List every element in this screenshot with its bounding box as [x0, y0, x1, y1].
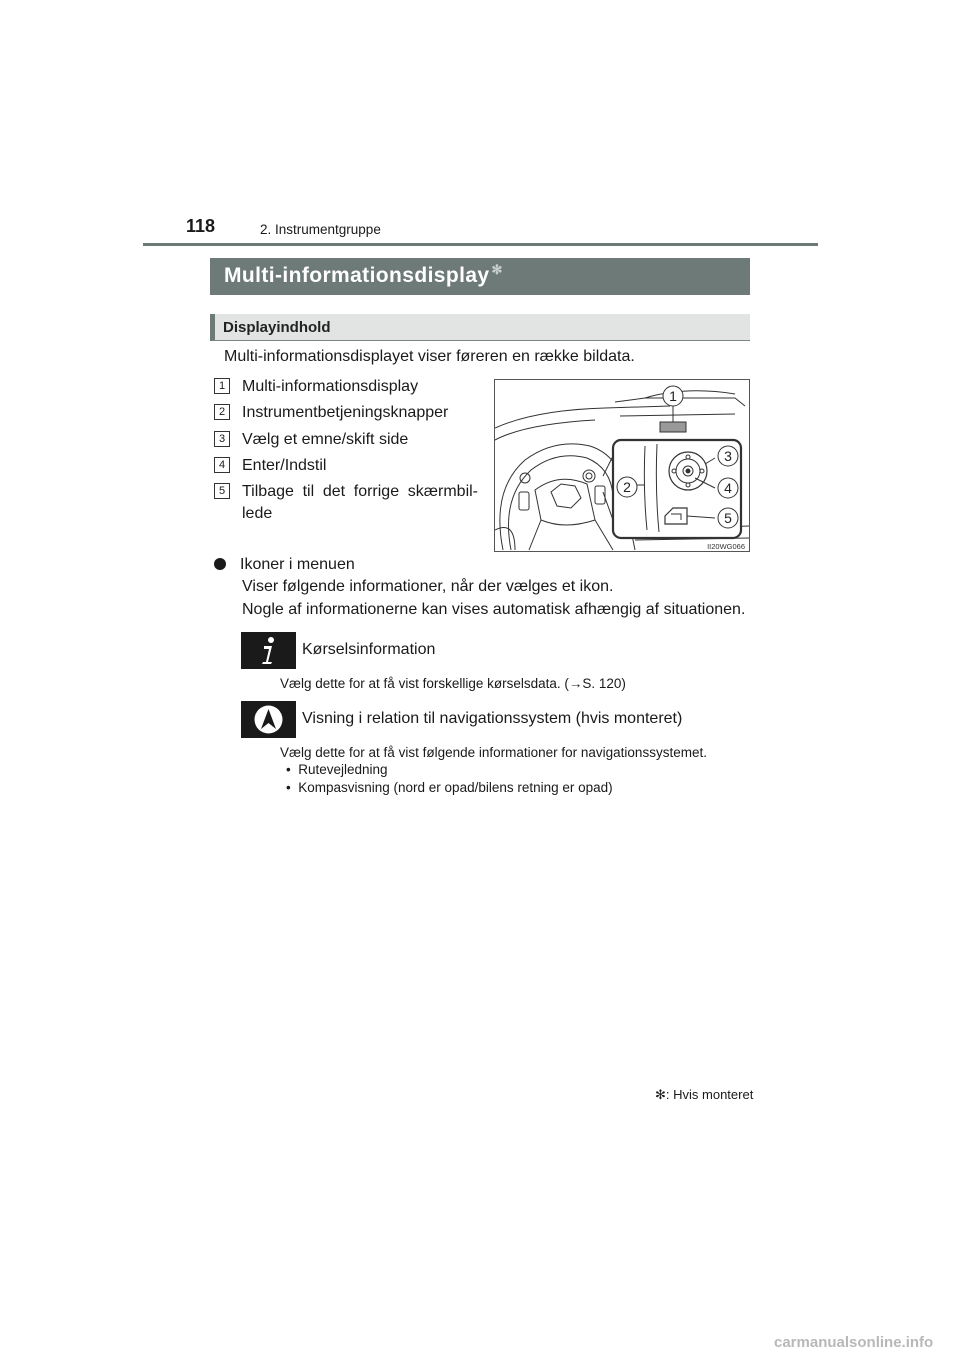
callout-text: Tilbage til det forrige skærmbil-lede — [242, 483, 478, 522]
running-head: 2. Instrumentgruppe — [260, 222, 381, 237]
callout-item — [214, 455, 478, 477]
navigation-icon — [241, 701, 296, 738]
page-number: 118 — [186, 216, 216, 236]
sub-bullet-item: • Rutevejledning — [286, 762, 388, 777]
info-icon — [241, 632, 296, 669]
callout-number: 5 — [214, 483, 230, 499]
callout-item — [214, 376, 478, 398]
callout-number: 2 — [214, 404, 230, 420]
asterisk-marker: ✻ — [491, 262, 503, 277]
watermark: carmanualsonline.info — [774, 1334, 934, 1351]
section-header — [210, 258, 750, 295]
bullet-heading — [214, 556, 355, 574]
sub-bullet-text: Kompasvisning (nord er opad/bilens retning er opad) — [298, 780, 613, 795]
callout-text: Enter/Indstil — [242, 457, 327, 474]
callout-number: 1 — [214, 378, 230, 394]
icon-description-navigation: Vælg dette for at få vist følgende informationer for navigationssystemet. — [280, 745, 707, 760]
steering-wheel-illustration — [495, 380, 749, 551]
icon-label-navigation: Visning i relation til navigationssystem (hvis monteret) — [302, 710, 683, 727]
figure-label-4: 4 — [724, 480, 732, 496]
figure-label-5: 5 — [724, 510, 732, 526]
subsection-title: Displayindhold — [223, 319, 331, 336]
bullet-line-2: Nogle af informationerne kan vises automatisk afhængig af situationen. — [242, 601, 746, 618]
figure-label-2: 2 — [623, 479, 631, 495]
callout-number: 4 — [214, 457, 230, 473]
callout-text: Multi-informationsdisplay — [242, 378, 419, 395]
callout-text: Vælg et emne/skift side — [242, 431, 409, 448]
top-rule — [143, 243, 818, 246]
subsection-header — [210, 314, 750, 341]
section-title-text: Multi-informationsdisplay — [224, 264, 490, 287]
callout-item — [214, 402, 478, 424]
intro-text: Multi-informationsdisplayet viser føreren en række bildata. — [224, 348, 635, 365]
callout-text: Instrumentbetjeningsknapper — [242, 404, 449, 421]
figure-label-1: 1 — [669, 388, 677, 404]
figure-label-3: 3 — [724, 448, 732, 464]
dashboard-figure — [494, 379, 750, 552]
bullet-icon — [214, 558, 226, 570]
sub-bullet-text: Rutevejledning — [298, 762, 388, 777]
section-title — [224, 264, 503, 288]
bullet-heading-text: Ikoner i menuen — [240, 556, 355, 573]
callout-item — [214, 429, 478, 451]
icon-description-driving-info: Vælg dette for at få vist forskellige kørselsdata. (→S. 120) — [280, 676, 626, 691]
footnote: ✻: Hvis monteret — [655, 1087, 754, 1102]
bullet-line-1: Viser følgende informationer, når der vælges et ikon. — [242, 578, 614, 595]
figure-code: II20WG066 — [707, 542, 745, 551]
icon-label-driving-info: Kørselsinformation — [302, 641, 436, 658]
callout-number: 3 — [214, 431, 230, 447]
callout-item — [214, 481, 478, 525]
sub-bullet-item: • Kompasvisning (nord er opad/bilens retning er opad) — [286, 780, 613, 795]
